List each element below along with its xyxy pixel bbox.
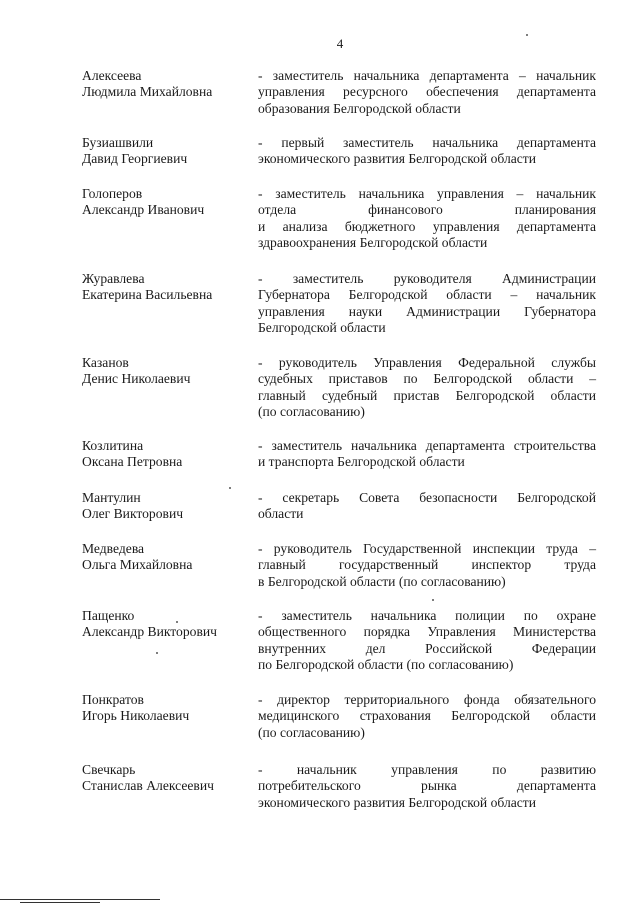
position-line: - начальник управления по развитию bbox=[258, 762, 596, 777]
person-position bbox=[258, 186, 596, 252]
person-position bbox=[258, 608, 596, 674]
person-name bbox=[82, 762, 252, 795]
position-line: отдела финансового планирования bbox=[258, 202, 596, 218]
person-name bbox=[82, 541, 252, 574]
scan-speck bbox=[432, 599, 434, 601]
person-name bbox=[82, 438, 252, 471]
person-position bbox=[258, 762, 596, 811]
person-surname: Алексеева bbox=[82, 68, 142, 83]
position-line: (по согласованию) bbox=[258, 724, 365, 740]
person-surname: Мантулин bbox=[82, 490, 141, 505]
scan-speck bbox=[526, 34, 528, 36]
person-given-names: Александр Иванович bbox=[82, 202, 205, 218]
position-line: экономического развития Белгородской области bbox=[258, 151, 537, 167]
person-position bbox=[258, 68, 596, 117]
position-line: - заместитель начальника департамента – начальник bbox=[258, 68, 596, 83]
person-given-names: Екатерина Васильевна bbox=[82, 287, 213, 303]
position-line: в Белгородской области (по согласованию) bbox=[258, 573, 506, 589]
position-line: и транспорта Белгородской области bbox=[258, 454, 465, 470]
position-line: образования Белгородской области bbox=[258, 100, 461, 116]
position-line: главный государственный инспектор труда bbox=[258, 557, 596, 573]
position-line: потребительского рынка департамента bbox=[258, 778, 596, 794]
person-surname: Голоперов bbox=[82, 186, 143, 201]
position-line: управления ресурсного обеспечения департамента bbox=[258, 84, 596, 100]
person-given-names: Игорь Николаевич bbox=[82, 708, 190, 724]
position-line: - заместитель начальника департамента строительства bbox=[258, 438, 596, 453]
person-surname: Козлитина bbox=[82, 438, 144, 453]
person-given-names: Оксана Петровна bbox=[82, 454, 183, 470]
position-line: - руководитель Государственной инспекции труда – bbox=[258, 541, 596, 556]
position-line: - секретарь Совета безопасности Белгородской bbox=[258, 490, 596, 505]
position-line: управления науки Администрации Губернатора bbox=[258, 303, 596, 319]
person-name bbox=[82, 692, 252, 725]
position-line: - первый заместитель начальника департамента bbox=[258, 135, 596, 150]
position-line: - руководитель Управления Федеральной службы bbox=[258, 355, 596, 370]
person-name bbox=[82, 490, 252, 523]
person-surname: Медведева bbox=[82, 541, 145, 556]
position-line: - заместитель руководителя Администрации bbox=[258, 271, 596, 286]
person-surname: Казанов bbox=[82, 355, 129, 370]
person-name bbox=[82, 355, 252, 388]
scan-speck bbox=[176, 621, 178, 623]
person-given-names: Олег Викторович bbox=[82, 506, 184, 522]
person-position bbox=[258, 692, 596, 741]
person-given-names: Станислав Алексеевич bbox=[82, 778, 214, 794]
position-line: экономического развития Белгородской области bbox=[258, 794, 537, 810]
person-position bbox=[258, 490, 596, 523]
position-line: области bbox=[258, 506, 304, 522]
person-surname: Пащенко bbox=[82, 608, 135, 623]
position-line: внутренних дел Российской Федерации bbox=[258, 640, 596, 656]
person-position bbox=[258, 438, 596, 471]
position-line: (по согласованию) bbox=[258, 404, 365, 420]
scan-speck bbox=[156, 652, 158, 654]
position-line: по Белгородской области (по согласованию) bbox=[258, 657, 514, 673]
position-line: судебных приставов по Белгородской области – bbox=[258, 371, 596, 387]
scan-speck bbox=[229, 487, 231, 489]
person-surname: Понкратов bbox=[82, 692, 144, 707]
person-position bbox=[258, 271, 596, 337]
position-line: главный судебный пристав Белгородской области bbox=[258, 387, 596, 403]
position-line: - заместитель начальника управления – начальник bbox=[258, 186, 596, 201]
person-given-names: Давид Георгиевич bbox=[82, 151, 188, 167]
position-line: - заместитель начальника полиции по охране bbox=[258, 608, 596, 623]
position-line: Белгородской области bbox=[258, 320, 386, 336]
person-given-names: Александр Викторович bbox=[82, 624, 217, 640]
person-name bbox=[82, 271, 252, 304]
position-line: общественного порядка Управления Министерства bbox=[258, 624, 596, 640]
position-line: здравоохранения Белгородской области bbox=[258, 235, 488, 251]
person-surname: Бузиашвили bbox=[82, 135, 154, 150]
person-position bbox=[258, 355, 596, 421]
person-given-names: Ольга Михайловна bbox=[82, 557, 193, 573]
position-line: и анализа бюджетного управления департамента bbox=[258, 218, 596, 234]
footer-rule bbox=[20, 902, 100, 903]
position-line: медицинского страхования Белгородской области bbox=[258, 708, 596, 724]
page-number: 4 bbox=[336, 36, 344, 51]
person-name bbox=[82, 135, 252, 168]
person-given-names: Денис Николаевич bbox=[82, 371, 191, 387]
person-given-names: Людмила Михайловна bbox=[82, 84, 213, 100]
footer-rule bbox=[0, 899, 160, 900]
person-name bbox=[82, 68, 252, 101]
person-position bbox=[258, 541, 596, 590]
person-surname: Журавлева bbox=[82, 271, 145, 286]
position-line: - директор территориального фонда обязательного bbox=[258, 692, 596, 707]
person-name bbox=[82, 186, 252, 219]
person-surname: Свечкарь bbox=[82, 762, 136, 777]
position-line: Губернатора Белгородской области – начальник bbox=[258, 287, 596, 303]
person-name bbox=[82, 608, 252, 641]
person-position bbox=[258, 135, 596, 168]
